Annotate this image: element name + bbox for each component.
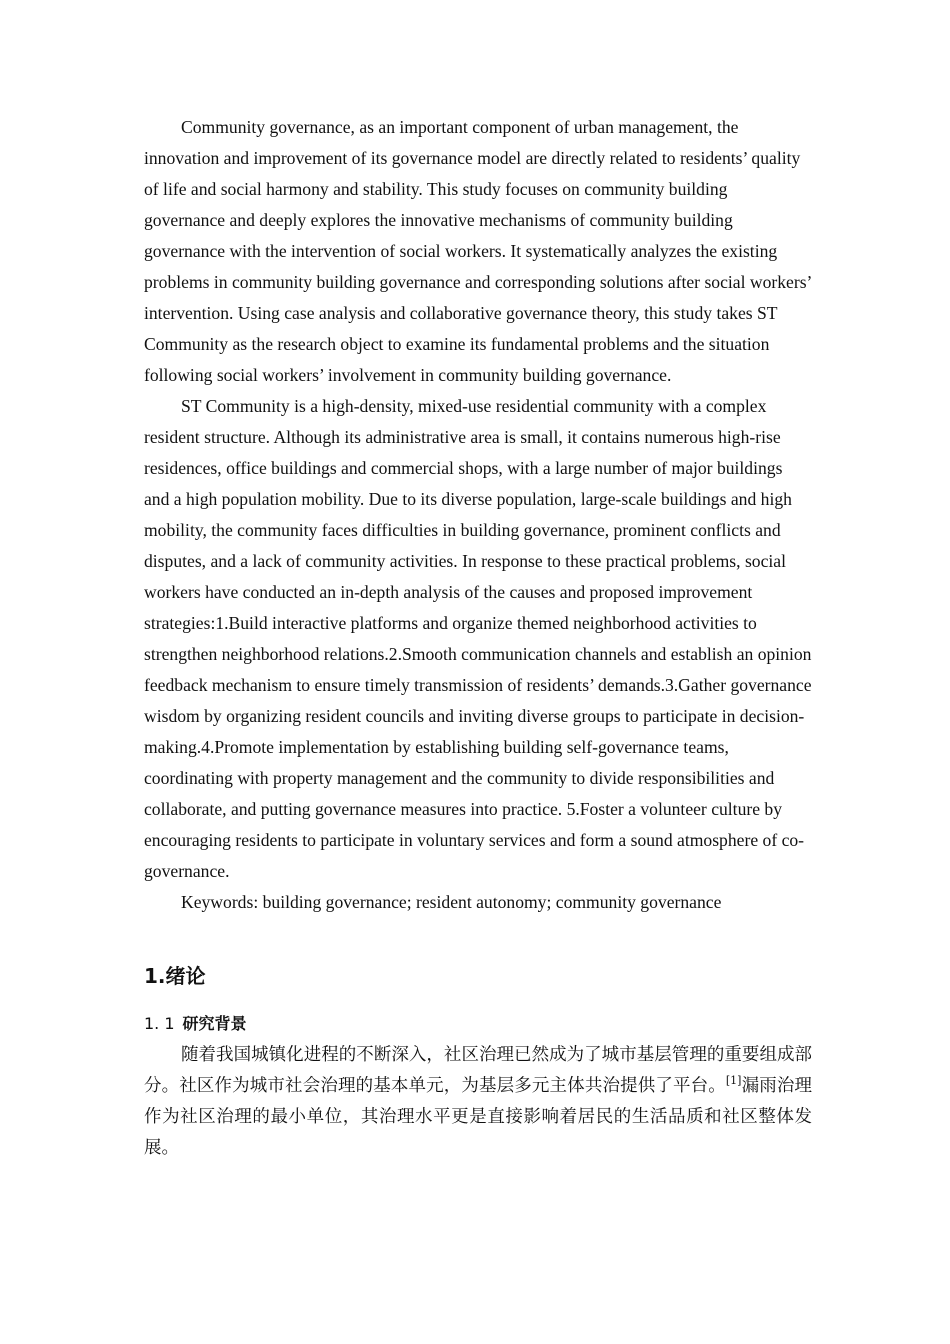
section-heading: 1.绪论 (144, 964, 206, 988)
subsection-heading (144, 1012, 812, 1036)
subsection-number: 1. 1 (144, 1014, 175, 1033)
subsection-title: 研究背景 (182, 1014, 247, 1033)
body-text-part-2: 漏雨治理作为社区治理的最小单位，其治理水平更是直接影响着居民的生活品质和社区整体发展。 (144, 1076, 812, 1158)
abstract-paragraph-1: Community governance, as an important component of urban management, the innovation and improvement of its governance model are directly related to residents’ quality of life and social harmony and stability. This study focuses on community building governance and deeply explores the innovative mechanisms of community building governance with the intervention of social workers. It systematically analyzes the existing problems in community building governance and corresponding solutions after social workers’ intervention. Using case analysis and collaborative governance theory, this study takes ST Community as the research object to examine its fundamental problems and the situation following social workers’ involvement in community building governance. (144, 117, 812, 385)
citation-reference[interactable]: [1] (725, 1074, 742, 1088)
document-page (144, 112, 812, 1164)
body-text-part-1: 随着我国城镇化进程的不断深入，社区治理已然成为了城市基层管理的重要组成部分。社区作为城市社会治理的基本单元，为基层多元主体共治提供了平台。 (144, 1045, 812, 1096)
abstract-paragraph-2: ST Community is a high-density, mixed-use residential community with a complex resident structure. Although its administrative area is small, it contains numerous high-rise residences, office buildings and commercial shops, with a large number of major buildings and a high population mobility. Due to its diverse population, large-scale buildings and high mobility, the community faces difficulties in building governance, prominent conflicts and disputes, and a lack of community activities. In response to these practical problems, social workers have conducted an in-depth analysis of the causes and proposed improvement strategies:1.Build interactive platforms and organize themed neighborhood activities to strengthen neighborhood relations.2.Smooth communication channels and establish an opinion feedback mechanism to ensure timely transmission of residents’ demands.3.Gather governance wisdom by organizing resident councils and inviting diverse groups to participate in decision-making.4.Promote implementation by establishing building self-governance teams, coordinating with property management and the community to divide responsibilities and collaborate, and putting governance measures into practice. 5.Foster a volunteer culture by encouraging residents to participate in voluntary services and form a sound atmosphere of co-governance. (144, 396, 812, 881)
keywords: Keywords: building governance; resident autonomy; community governance (181, 892, 722, 912)
body-paragraph (144, 1040, 812, 1164)
